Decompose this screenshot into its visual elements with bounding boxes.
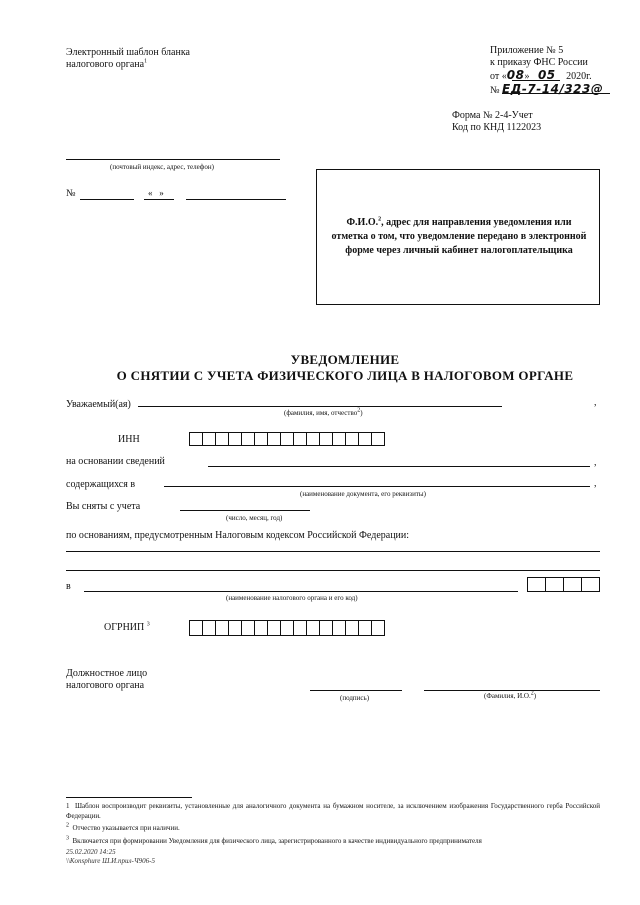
order-number-line — [490, 83, 630, 97]
footnote-2-text: Отчество указывается при наличии. — [72, 824, 180, 832]
number-line — [80, 199, 134, 200]
order-number: ЕД-7-14/323@ — [502, 82, 604, 96]
official-line1: Должностное лицо — [66, 668, 148, 679]
form-info — [452, 110, 541, 134]
fio-caption — [284, 409, 363, 418]
inn-cell[interactable] — [371, 432, 385, 446]
ogrnip-cells[interactable] — [190, 620, 385, 636]
inn-cell[interactable] — [345, 432, 359, 446]
inn-cell[interactable] — [215, 432, 229, 446]
inn-cell[interactable] — [267, 432, 281, 446]
org-caption: (наименование налогового органа и его код) — [226, 594, 358, 602]
template-label — [66, 47, 190, 71]
official-line2: налогового органа — [66, 680, 145, 691]
ogrnip-cell[interactable] — [345, 620, 359, 636]
recipient-box-text — [329, 216, 589, 258]
recipient-fio: Ф.И.О. — [346, 217, 379, 228]
title-line2: О СНЯТИИ С УЧЕТА ФИЗИЧЕСКОГО ЛИЦА В НАЛОГОВОМ ОРГАНЕ — [116, 368, 574, 383]
ogrnip-cell[interactable] — [293, 620, 307, 636]
ogrnip-cell[interactable] — [371, 620, 385, 636]
contained-comma: , — [594, 478, 597, 489]
in-label: в — [66, 581, 71, 592]
ogrnip-cell[interactable] — [241, 620, 255, 636]
signature-line — [310, 690, 402, 691]
name-caption-sup: 2 — [530, 690, 534, 697]
contained-line — [164, 486, 590, 487]
inn-cell[interactable] — [241, 432, 255, 446]
date-prefix: от « — [490, 71, 507, 82]
ogrnip-cell[interactable] — [306, 620, 320, 636]
recipient-box — [316, 169, 600, 305]
ogrnip-cell[interactable] — [319, 620, 333, 636]
contained-label: содержащихся в — [66, 479, 136, 490]
dear-comma: , — [594, 397, 597, 408]
signature-caption: (подпись) — [340, 694, 370, 702]
inn-cell[interactable] — [228, 432, 242, 446]
order-number-prefix: № — [490, 85, 500, 96]
ogrnip-cell[interactable] — [228, 620, 242, 636]
recipient-fio-sup: 2 — [378, 216, 382, 223]
order-year: 2020г. — [566, 71, 592, 82]
ogrnip-cell[interactable] — [267, 620, 281, 636]
ogrnip-cell[interactable] — [202, 620, 216, 636]
date-caption: (число, месяц, год) — [226, 514, 283, 522]
date-mid: » — [524, 71, 530, 82]
inn-cell[interactable] — [202, 432, 216, 446]
print-filepath: \\Konsphure Ш.И.прил-Ч906-5 — [66, 857, 155, 865]
fio-caption-sup: 2 — [357, 407, 361, 414]
ogrnip-cell[interactable] — [254, 620, 268, 636]
footnote-mark-1: 1 — [144, 58, 148, 65]
address-line — [66, 159, 280, 160]
footnote-3 — [66, 837, 482, 846]
ogrnip-label-wrap — [104, 622, 150, 634]
print-stamp — [66, 848, 155, 866]
org-code-cell[interactable] — [563, 577, 582, 592]
form-code: Форма № 2-4-Учет — [452, 110, 533, 121]
org-code-cells[interactable] — [528, 577, 600, 592]
org-code-cell[interactable] — [545, 577, 564, 592]
ogrnip-cell[interactable] — [332, 620, 346, 636]
order-month: 05 — [537, 68, 556, 82]
grounds-text: по основаниям, предусмотренным Налоговым кодексом Российской Федерации: — [66, 530, 410, 541]
order-date — [490, 69, 630, 83]
name-caption — [484, 692, 536, 701]
grounds-line-2 — [66, 570, 600, 571]
knd-code: Код по КНД 1122023 — [452, 122, 542, 133]
ogrnip-sup: 3 — [146, 621, 150, 628]
footnote-1-mark: 1 — [66, 802, 70, 810]
basis-label: на основании сведений — [66, 456, 165, 467]
footnote-3-mark: 3 — [66, 835, 69, 842]
footnote-2 — [66, 824, 180, 833]
recipient-instructions: , адрес для направления уведомления или отметка о том, что уведомление передано в электронной форме через личный кабинет налогоплательщика — [331, 217, 587, 256]
ogrnip-cell[interactable] — [358, 620, 372, 636]
fio-caption-text: (фамилия, имя, отчество — [284, 409, 358, 417]
official-label — [66, 668, 147, 692]
org-code-cell[interactable] — [581, 577, 600, 592]
name-caption-text: (Фамилия, И.О. — [484, 692, 531, 700]
removed-date-line — [180, 510, 310, 511]
appendix-header — [490, 45, 630, 97]
footnote-1 — [66, 801, 600, 821]
footnote-2-mark: 2 — [66, 822, 69, 829]
ogrnip-cell[interactable] — [280, 620, 294, 636]
number-label: № — [66, 188, 76, 199]
footnote-1-text: Шаблон воспроизводит реквизиты, установленные для аналогичного документа на бумажном носителе, за исключением изображения Государственного герба Российской Федерации. — [66, 802, 600, 820]
inn-cells[interactable] — [190, 432, 385, 446]
inn-cell[interactable] — [306, 432, 320, 446]
name-line — [424, 690, 600, 691]
ogrnip-cell[interactable] — [215, 620, 229, 636]
ogrnip-cell[interactable] — [189, 620, 203, 636]
basis-comma: , — [594, 457, 597, 468]
date-day-line — [144, 199, 174, 200]
template-label-line2: налогового органа — [66, 59, 145, 70]
org-code-cell[interactable] — [527, 577, 546, 592]
dear-label: Уважаемый(ая) — [66, 399, 131, 410]
removed-label: Вы сняты с учета — [66, 501, 141, 512]
grounds-line-1 — [66, 551, 600, 552]
inn-cell[interactable] — [358, 432, 372, 446]
title-line1: УВЕДОМЛЕНИЕ — [290, 352, 400, 367]
inn-cell[interactable] — [319, 432, 333, 446]
inn-cell[interactable] — [254, 432, 268, 446]
template-label-line1: Электронный шаблон бланка — [66, 47, 190, 58]
date-rest-line — [186, 199, 286, 200]
ogrnip-label: ОГРНИП — [104, 622, 145, 633]
inn-cell[interactable] — [189, 432, 203, 446]
appendix-number: Приложение № 5 — [490, 45, 564, 56]
document-title — [60, 352, 630, 384]
basis-line — [208, 466, 590, 467]
fio-caption-end: ) — [360, 409, 363, 417]
order-reference: к приказу ФНС России — [490, 57, 588, 68]
print-timestamp: 25.02.2020 14:25 — [66, 848, 116, 856]
fio-line — [138, 406, 502, 407]
template-label-line2-wrap — [66, 59, 190, 71]
inn-label: ИНН — [118, 434, 140, 445]
name-caption-end: ) — [533, 692, 537, 700]
footnote-separator — [66, 797, 192, 798]
order-day: 08 — [506, 68, 525, 82]
footnote-3-text: Включается при формировании Уведомления для физического лица, зарегистрированного в качестве индивидуального предпринимателя — [72, 837, 482, 845]
org-line — [84, 591, 518, 592]
doc-caption: (наименование документа, его реквизиты) — [300, 490, 426, 498]
inn-cell[interactable] — [293, 432, 307, 446]
inn-cell[interactable] — [332, 432, 346, 446]
inn-cell[interactable] — [280, 432, 294, 446]
date-quotes: « » — [148, 188, 164, 198]
address-caption: (почтовый индекс, адрес, телефон) — [110, 163, 214, 171]
